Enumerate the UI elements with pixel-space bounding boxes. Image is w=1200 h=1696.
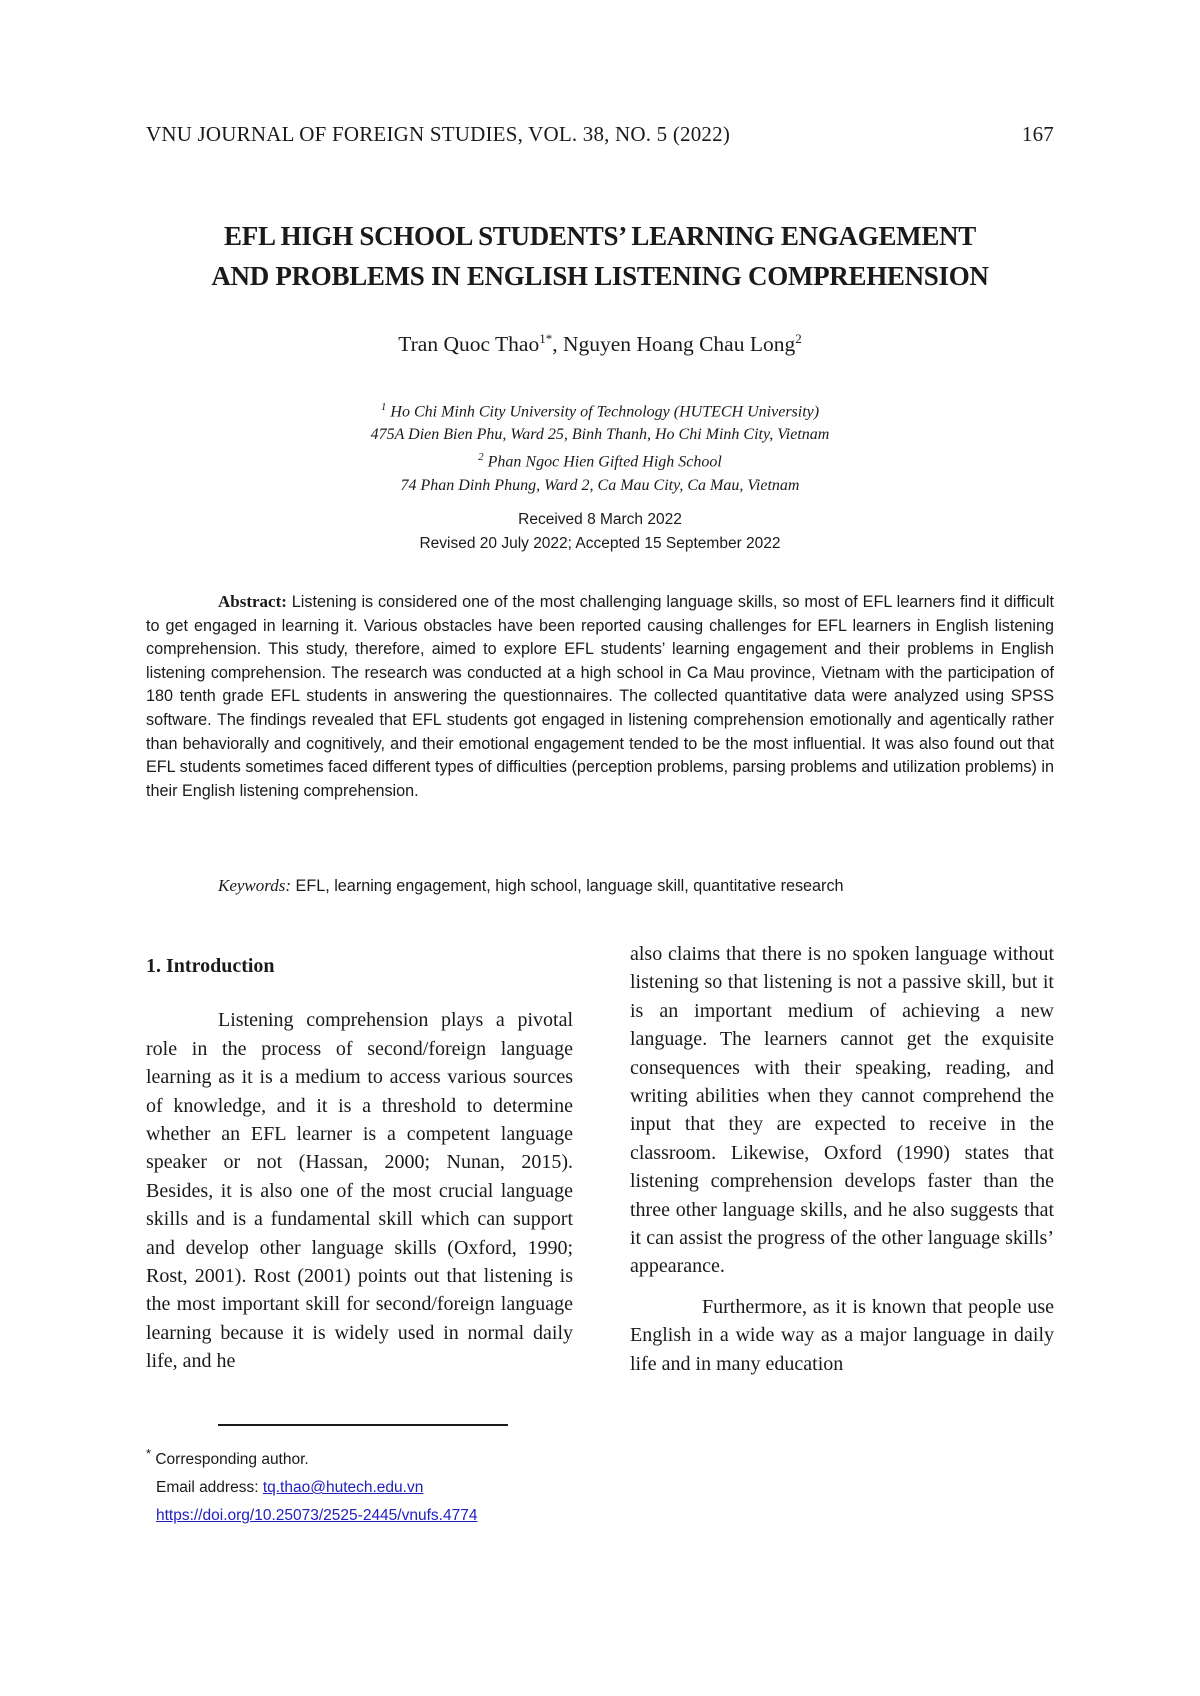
received-date: Received 8 March 2022 [518,511,682,528]
author-2: Nguyen Hoang Chau Long [562,332,796,357]
author-1: Tran Quoc Thao [398,332,540,357]
email-note [146,1474,477,1502]
author-separator: , [552,332,563,357]
body-column-right [630,940,1054,1378]
author-2-affiliation-mark: 2 [795,331,802,346]
paper-title [100,216,1100,296]
footnote-mark: * [146,1446,152,1461]
affiliation-1-mark: 1 [380,401,387,413]
abstract [146,590,1054,803]
affiliation-2-name: $^2$ Phan Ngoc Hien Gifted High School [478,451,722,471]
email-label: Email address: [156,1479,263,1497]
page-number: 167 [1021,122,1054,146]
body-column-left [146,952,573,1376]
keywords [146,876,1054,896]
corresponding-author-note: * Corresponding author. [146,1446,309,1469]
author-1-affiliation-mark: 1* [539,331,553,346]
running-header [146,122,1054,147]
body-paragraph: Listening comprehension plays a pivotal role in the process of second/foreign language learning as it is a medium to access various sources of knowledge, and it is a threshold to determine whether an EFL learner is a competent language speaker or not (Hassan, 2000; Nunan, 2015). Besides, it is also one of the most crucial language skills and is a fundamental skill which can support and develop other language skills (Oxford, 1990; Rost, 2001). Rost (2001) points out that listening is the most important skill for second/foreign language learning because it is widely used in normal daily life, and he [146,1009,573,1373]
footnotes [146,1440,477,1530]
body-paragraph-continued: also claims that there is no spoken language without listening so that listening is not a passive skill, but it is an important medium of achieving a new language. The learners cannot get the exquisite consequences with their speaking, reading, and writing abilities when they cannot comprehend the input that they are expected to receive in the classroom. Likewise, Oxford (1990) states that listening comprehension develops faster than the three other language skills, and he also suggests that it can assist the progress of the other language skills’ appearance. [630,943,1054,1278]
author-list [0,331,1200,357]
doi-note [146,1502,477,1530]
title-line-1: EFL HIGH SCHOOL STUDENTS’ LEARNING ENGAGEMENT [224,221,976,251]
affiliation-1-name: $^1$ Ho Chi Minh City University of Technology (HUTECH University) [380,401,820,421]
section-heading-introduction: 1. Introduction [146,955,275,977]
affiliation-2-mark: 2 [478,451,484,464]
doi-link[interactable]: https://doi.org/10.25073/2525-2445/vnufs.4774 [156,1507,478,1525]
affiliations [0,396,1200,497]
email-link[interactable]: tq.thao@hutech.edu.vn [262,1479,424,1497]
abstract-label: Abstract: [218,592,287,611]
abstract-text: Listening is considered one of the most challenging language skills, so most of EFL learners find it difficult to get engaged in learning it. Various obstacles have been reported causing challenges for EFL learners in English listening comprehension. This study, therefore, aimed to explore EFL students’ learning engagement and their problems in English listening comprehension. The research was conducted at a high school in Ca Mau province, Vietnam with the participation of 180 tenth grade EFL students in answering the questionnaires. The collected quantitative data were analyzed using SPSS software. The findings revealed that EFL students got engaged in listening comprehension emotionally and agentically rather than behaviorally and cognitively, and their emotional engagement tended to be the most influential. It was also found out that EFL students sometimes faced different types of difficulties (perception problems, parsing problems and utilization problems) in their English listening comprehension. [146,593,1054,800]
affiliation-2-address: 74 Phan Dinh Phung, Ward 2, Ca Mau City, Ca Mau, Vietnam [400,476,800,494]
submission-dates [0,508,1200,556]
title-line-2: AND PROBLEMS IN ENGLISH LISTENING COMPREHENSION [211,261,989,291]
affiliation-1-address: 475A Dien Bien Phu, Ward 25, Binh Thanh, Ho Chi Minh City, Vietnam [370,426,830,444]
body-paragraph: Furthermore, as it is known that people use English in a wide way as a major language in daily life and in many education [630,1295,1054,1375]
keywords-text: EFL, learning engagement, high school, language skill, quantitative research [291,877,844,895]
journal-name: VNU JOURNAL OF FOREIGN STUDIES, VOL. 38, NO. 5 (2022) [146,122,731,146]
footnote-divider [218,1424,508,1426]
revised-accepted-dates: Revised 20 July 2022; Accepted 15 September 2022 [419,535,781,552]
keywords-label: Keywords: [218,876,292,895]
